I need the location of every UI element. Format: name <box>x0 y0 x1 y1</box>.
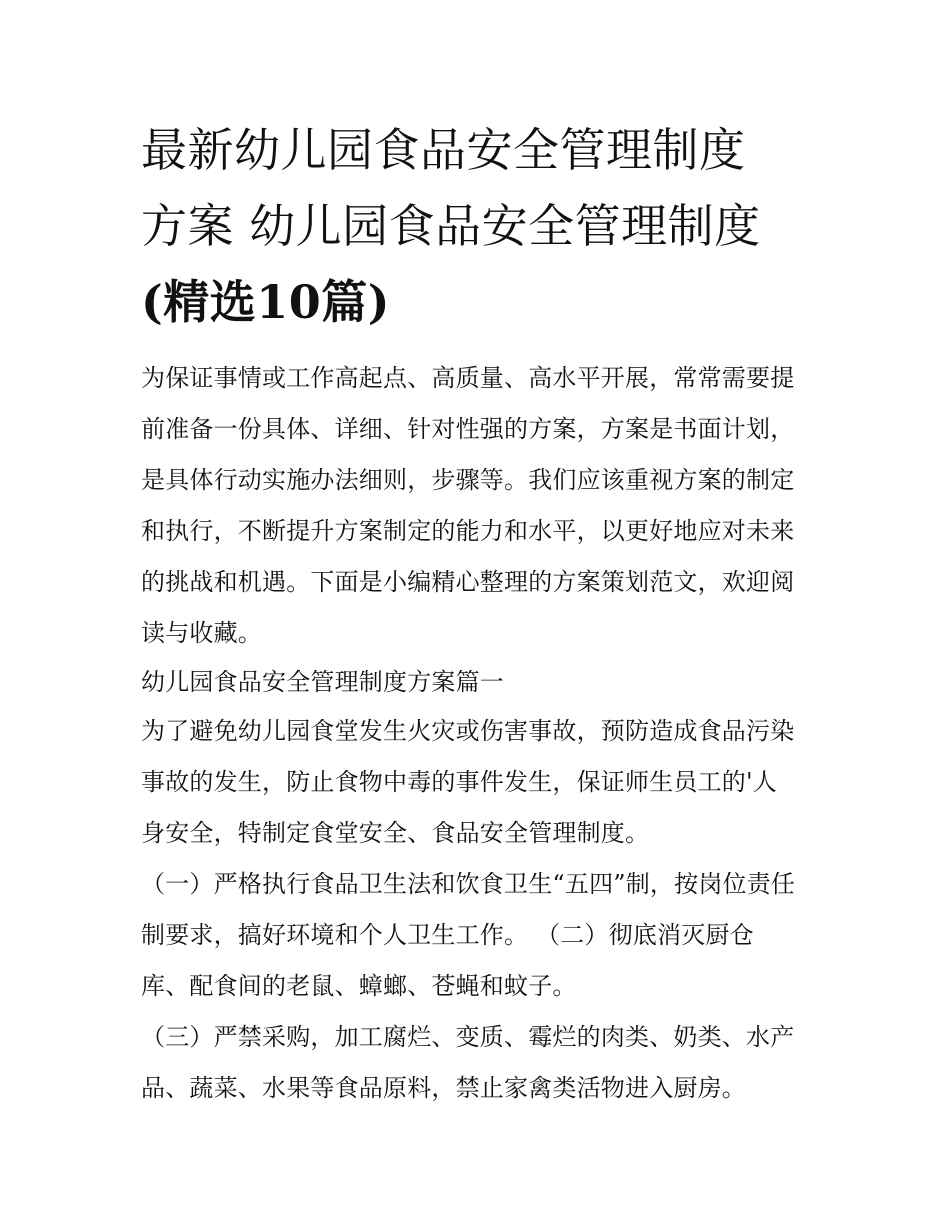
text-line: 的挑战和机遇。下面是小编精心整理的方案策划范文，欢迎阅 <box>141 568 795 596</box>
document-body <box>141 353 821 1114</box>
text-line: 身安全，特制定食堂安全、食品安全管理制度。 <box>141 819 650 847</box>
body-paragraph <box>141 706 821 859</box>
intro-paragraph <box>141 353 821 659</box>
text-line: 前准备一份具体、详细、针对性强的方案，方案是书面计划， <box>141 415 795 443</box>
text-line: 事故的发生，防止食物中毒的事件发生，保证师生员工的'人 <box>141 768 777 796</box>
text-line: 品、蔬菜、水果等食品原料，禁止家禽类活物进入厨房。 <box>141 1074 746 1102</box>
text-line: 制要求，搞好环境和个人卫生工作。 （二）彻底消灭厨仓 <box>141 921 754 949</box>
text-line: 幼儿园食品安全管理制度方案篇一 <box>141 668 504 696</box>
section-heading <box>141 659 821 706</box>
text-line: 为保证事情或工作高起点、高质量、高水平开展，常常需要提 <box>141 364 795 392</box>
document-page <box>141 112 821 1114</box>
text-line: （三）严禁采购，加工腐烂、变质、霉烂的肉类、奶类、水产 <box>141 1023 795 1051</box>
title-line: 方案 幼儿园食品安全管理制度 <box>141 199 761 253</box>
title-line: 最新幼儿园食品安全管理制度 <box>141 123 746 177</box>
text-line: 库、配食间的老鼠、蟑螂、苍蝇和蚊子。 <box>141 972 577 1000</box>
text-line: 为了避免幼儿园食堂发生火灾或伤害事故，预防造成食品污染 <box>141 717 795 745</box>
title-line: (精选10篇) <box>141 275 391 329</box>
document-title <box>141 112 821 340</box>
text-line: 是具体行动实施办法细则，步骤等。我们应该重视方案的制定 <box>141 466 795 494</box>
body-paragraph <box>141 1012 821 1114</box>
body-paragraph <box>141 859 821 1012</box>
text-line: 读与收藏。 <box>141 619 262 647</box>
text-line: 和执行，不断提升方案制定的能力和水平，以更好地应对未来 <box>141 517 795 545</box>
text-line: （一）严格执行食品卫生法和饮食卫生“五四”制，按岗位责任 <box>141 870 796 898</box>
